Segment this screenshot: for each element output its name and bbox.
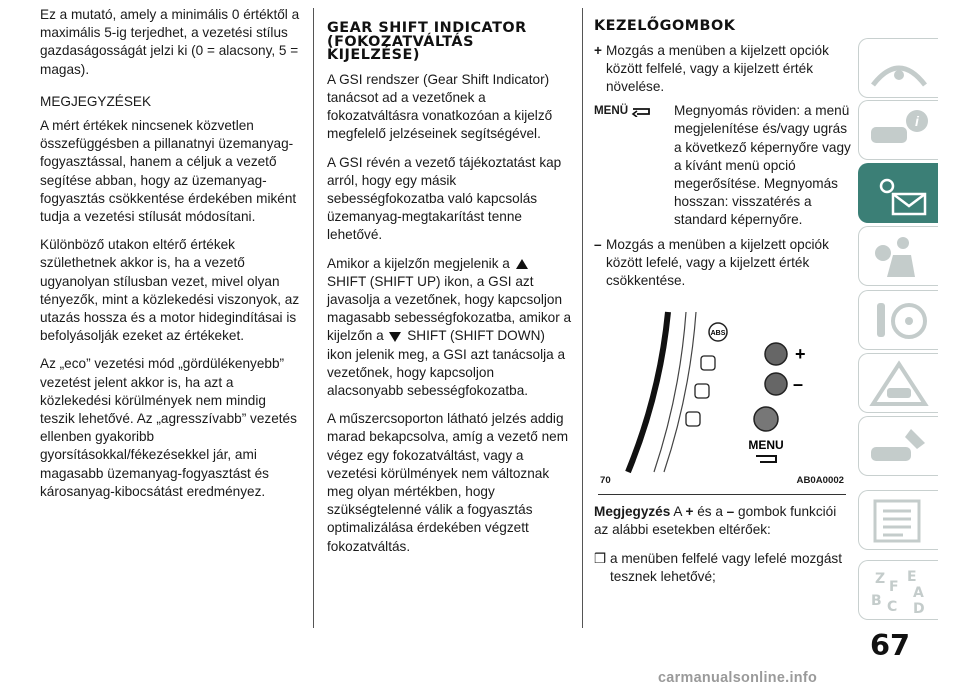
plus-dashboard-button[interactable] — [765, 343, 787, 365]
paragraph-notes-3: Az „eco” vezetési mód „gördülékenyebb” vezetést jelent akkor is, ha azt a közlekedési körülmények nem mindig teszik lehetővé. Az „agresszívabb” vezetés ellenben gyakoribb gyorsításokkal/fékezésekkel jár, ami magasabb üzemanyag-fogyasztást és károsanyag-kibocsátást eredményez. — [40, 356, 297, 499]
sidebar-tab-specs[interactable] — [858, 490, 938, 550]
gsi-shift-down-text: SHIFT (SHIFT DOWN) ikon jelenik meg, a GSI azt tanácsolja a vezetőnek, hogy kapcsoljon alacsonyabb sebességfokozatba. — [327, 328, 566, 399]
sidebar-tab-info[interactable] — [858, 100, 938, 160]
minus-button-label: – — [793, 374, 804, 395]
column-divider-2 — [582, 8, 583, 628]
note-list-text: a menüben felfelé vagy lefelé mozgást tesznek lehetővé; — [610, 550, 842, 584]
plus-button-label: + — [795, 344, 806, 365]
sidebar-tab-lights-messages[interactable] — [858, 163, 938, 223]
specs-list-icon — [867, 497, 931, 545]
svg-text:D: D — [913, 601, 925, 615]
paragraph-notes-2: Különböző utakon eltérő értékek születhetnek akkor is, ha a vezető ugyanolyan stílusban vezet, mivel olyan tényezők, mint a közlekedési viszonyok, az utazás hossza és a motor hidegindításai is befolyásolják ezeket az értékeket. — [40, 237, 300, 344]
note-and: és a — [697, 504, 723, 520]
menu-label — [594, 102, 674, 229]
figure-70 — [598, 304, 846, 495]
column-divider-1 — [313, 8, 314, 628]
minus-button-description — [594, 236, 852, 291]
sidebar-tab-maintenance[interactable] — [858, 416, 938, 476]
menu-description-text: Megnyomás röviden: a menü megjelenítése és/vagy ugrás a következő képernyőre vagy a kívánt menü opció megerősítése. Megnyomás hosszan: visszatérés a standard képernyőre. — [674, 103, 851, 228]
page-number: 67 — [870, 628, 911, 662]
note-a: A — [673, 504, 682, 520]
key-steering-icon — [867, 297, 931, 345]
figure-code: AB0A0002 — [796, 475, 844, 487]
lock-button-icon — [686, 412, 700, 426]
menu-button-label: MENU — [748, 438, 784, 453]
paragraph-gsi-2: A GSI révén a vezető tájékoztatást kap arról, hogy egy másik sebességfokozatba való kapcsolás üzemanyag-megtakarítást tenne lehetővé. — [327, 154, 562, 243]
svg-text:ABS: ABS — [710, 330, 726, 338]
dashboard-controls-illustration — [598, 304, 846, 474]
sidebar-tab-index[interactable] — [858, 560, 938, 620]
svg-text:C: C — [887, 599, 898, 615]
car-dashboard-icon — [867, 45, 931, 93]
shift-down-icon — [389, 332, 401, 342]
airbag-person-icon — [867, 233, 931, 281]
plus-button-description — [594, 42, 852, 97]
note-list-item — [594, 550, 852, 586]
sidebar-tab-safety[interactable] — [858, 226, 938, 286]
svg-text:E: E — [907, 569, 917, 585]
paragraph-gsi-1: A GSI rendszer (Gear Shift Indicator) tanácsot ad a vezetőnek a fokozatváltásra vonatkozóan a kijelző megfelelő jelzéseinek segítségével. — [327, 71, 553, 142]
svg-text:F: F — [889, 579, 899, 595]
sidebar-tab-dashboard[interactable] — [858, 38, 938, 98]
menu-button-description — [594, 102, 852, 229]
controls-heading: KEZELŐGOMBOK — [594, 18, 736, 34]
gsi-shift-up-text: SHIFT (SHIFT UP) ikon, a GSI azt javasolja a vezetőnek, hogy kapcsoljon magasabb sebességfokozatba, amikor a kijelzőn a — [327, 273, 572, 344]
abs-icon — [709, 323, 727, 341]
sidebar-tab-emergency[interactable] — [858, 353, 938, 413]
paragraph-gsi-4: A műszercsoporton látható jelzés addig marad bekapcsolva, amíg a vezető nem végez egy fokozatváltást, vagy a vezetési körülmények nem változnak meg olyan mértékben, hogy szükségtelenné válik a fogyasztás optimalizálása érdekében végzett fokozatváltás. — [327, 411, 569, 554]
warning-car-icon — [867, 360, 931, 408]
column-left — [40, 6, 302, 511]
menu-label-text: MENÜ — [594, 104, 629, 118]
menu-return-arrow-icon — [756, 456, 776, 462]
svg-text:B: B — [871, 593, 882, 609]
tools-car-icon — [867, 423, 931, 471]
paragraph-eco-indicator: Ez a mutató, amely a minimális 0 értéktől a maximális 5-ig terjedhet, a vezetési stílus gazdaságosságát jelzi ki (0 = alacsony, 5 = magas). — [40, 7, 300, 77]
window-button-icon — [695, 384, 709, 398]
column-middle — [327, 6, 572, 566]
return-arrow-icon — [631, 105, 653, 117]
note-plus: + — [685, 504, 694, 520]
light-envelope-icon — [867, 170, 931, 218]
svg-text:Z: Z — [875, 571, 886, 587]
minus-symbol: – — [594, 236, 602, 252]
checkbox-bullet-icon: ❒ — [594, 550, 607, 566]
note-rest: gombok funkciói az alábbi esetekben eltérőek: — [594, 504, 837, 538]
menu-dashboard-button[interactable] — [754, 407, 778, 431]
column-right — [594, 6, 852, 586]
svg-text:A: A — [913, 585, 924, 601]
minus-dashboard-button[interactable] — [765, 373, 787, 395]
stability-button-icon — [701, 356, 715, 370]
notes-heading: MEGJEGYZÉSEK — [40, 93, 152, 109]
note-paragraph — [594, 503, 852, 539]
minus-description-text: Mozgás a menüben a kijelzett opciók között lefelé, vagy a kijelzett érték csökkentése. — [606, 236, 829, 289]
sidebar-tab-starting[interactable] — [858, 290, 938, 350]
gsi-heading: GEAR SHIFT INDICATOR (FOKOZATVÁLTÁS KIJELZÉSE) — [327, 20, 527, 64]
svg-text:i: i — [915, 113, 919, 129]
shift-up-icon — [516, 259, 528, 269]
gsi-shift-up-text-before: Amikor a kijelzőn megjelenik a — [327, 255, 510, 271]
plus-symbol: + — [594, 42, 602, 58]
paragraph-notes-1: A mért értékek nincsenek közvetlen összefüggésben a pillanatnyi üzemanyag-fogyasztással, hanem a céljuk a vezető segítése abban, hogy az üzemanyag-fogyasztás csökkentése érdekében miként tudja a vezetési stílusát módosítani. — [40, 118, 297, 225]
note-minus: – — [726, 504, 735, 520]
plus-description-text: Mozgás a menüben a kijelzett opciók között felfelé, vagy a kijelzett érték növelése. — [606, 42, 829, 94]
car-info-icon — [867, 107, 931, 155]
figure-number: 70 — [600, 475, 611, 487]
paragraph-gsi-3 — [327, 255, 572, 401]
note-bold: Megjegyzés — [594, 504, 671, 520]
index-letters-icon — [867, 567, 931, 615]
watermark: carmanualsonline.info — [658, 670, 818, 686]
